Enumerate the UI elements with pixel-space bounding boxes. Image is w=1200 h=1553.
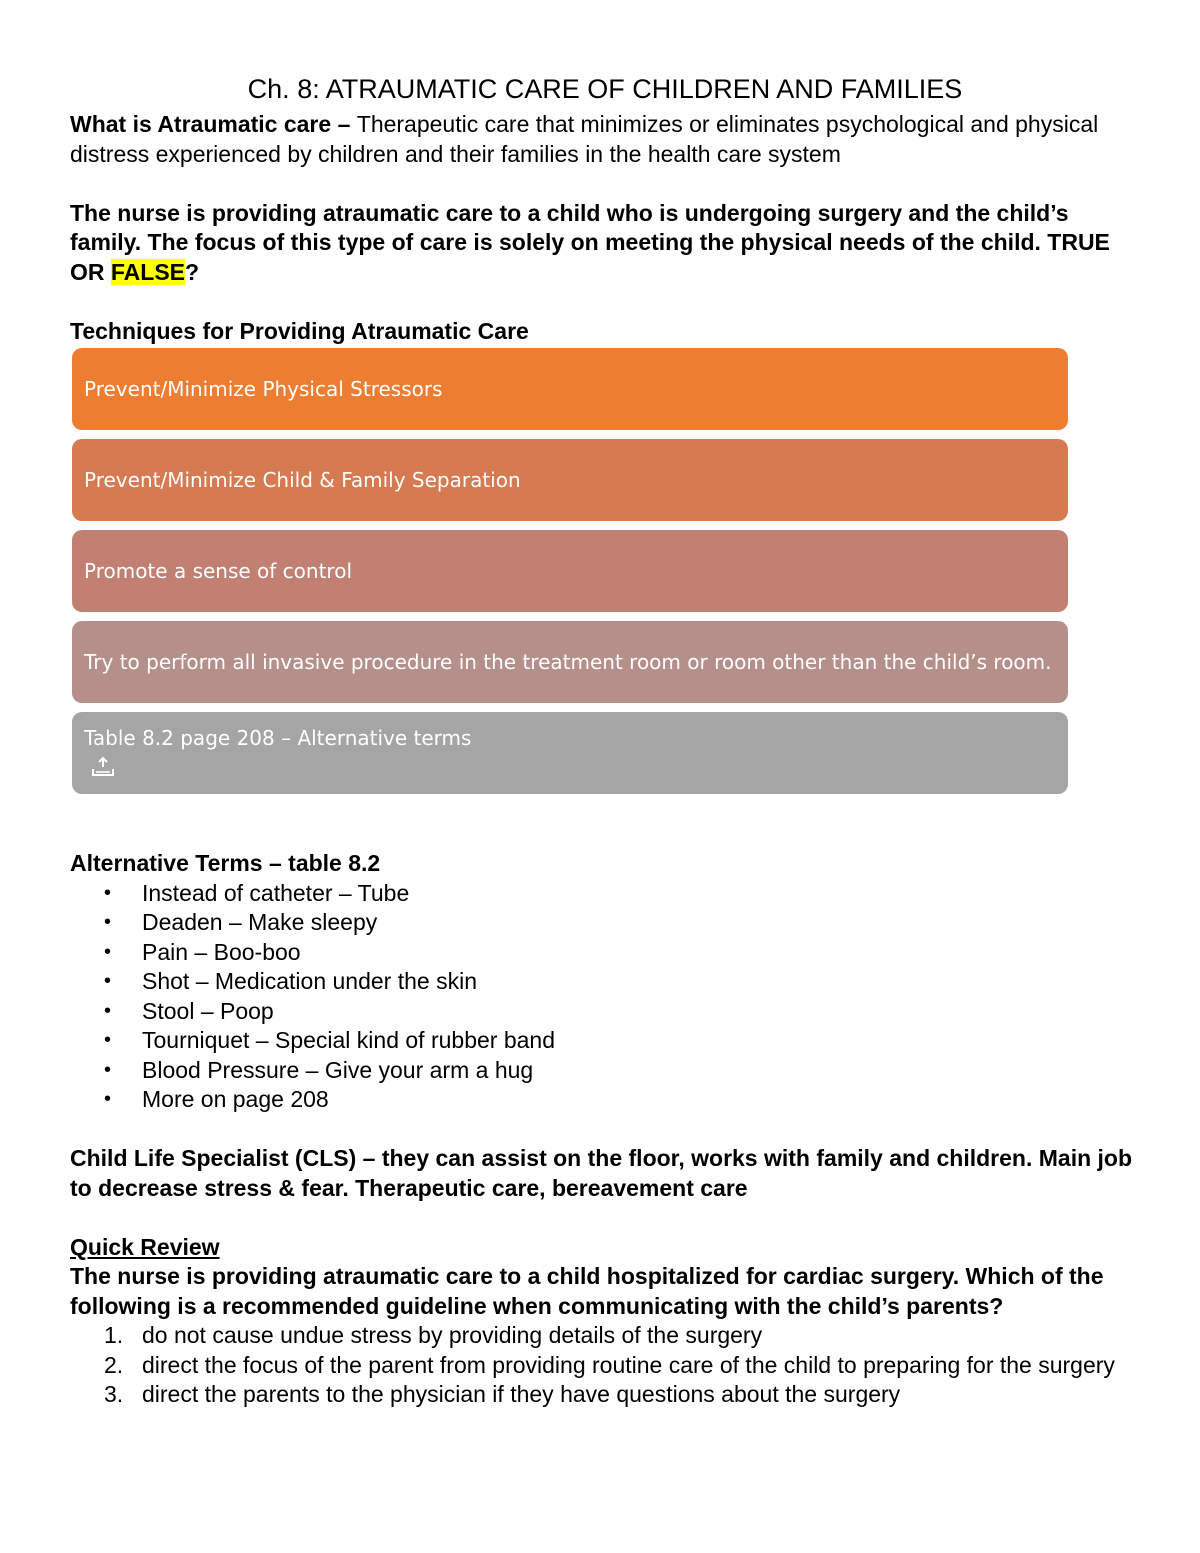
- page-title: Ch. 8: ATRAUMATIC CARE OF CHILDREN AND FAMILIES: [247, 74, 963, 104]
- list-item: • Blood Pressure – Give your arm a hug: [70, 1056, 1135, 1086]
- list-item: • Deaden – Make sleepy: [70, 908, 1135, 938]
- option-number: 3.: [104, 1381, 124, 1407]
- option-text: do not cause undue stress by providing details of the surgery: [142, 1322, 763, 1348]
- technique-label: Try to perform all invasive procedure in the treatment room or room other than the child’s room.: [84, 650, 1052, 674]
- option-text: direct the parents to the physician if they have questions about the surgery: [142, 1381, 901, 1407]
- document-page: [70, 72, 1135, 1410]
- technique-label: Prevent/Minimize Child & Family Separation: [84, 468, 521, 492]
- option-item: [70, 1380, 1135, 1410]
- list-item: • More on page 208: [70, 1085, 1135, 1115]
- spacer: [70, 169, 1135, 199]
- quick-review-options: [70, 1321, 1135, 1410]
- techniques-diagram: [72, 348, 1068, 794]
- list-item: • Instead of catheter – Tube: [70, 879, 1135, 909]
- list-item: • Shot – Medication under the skin: [70, 967, 1135, 997]
- alternative-terms-list: [70, 879, 1135, 1115]
- quick-review-question: The nurse is providing atraumatic care to a child hospitalized for cardiac surgery. Which of the following is a recommended guideline when communicating with the child’s parents?: [70, 1263, 1104, 1319]
- technique-box-4: [72, 621, 1068, 703]
- alternative-terms-heading: Alternative Terms – table 8.2: [70, 850, 381, 876]
- option-text: direct the focus of the parent from providing routine care of the child to preparing for the surgery: [142, 1351, 1115, 1378]
- definition-text: Therapeutic care that minimizes or eliminates psychological and physical distress experienced by children and their families in the health care system: [70, 111, 1099, 167]
- technique-box-2: [72, 439, 1068, 521]
- export-tray-icon[interactable]: [90, 756, 116, 778]
- definition-paragraph: [70, 110, 1135, 169]
- technique-label: [84, 723, 471, 783]
- question-true-false: [70, 199, 1135, 288]
- option-number: 1.: [104, 1322, 124, 1348]
- highlighted-answer: FALSE: [110, 258, 186, 285]
- option-item: [70, 1351, 1135, 1381]
- definition-term: What is Atraumatic care: [70, 111, 332, 137]
- technique-label-text: Table 8.2 page 208 – Alternative terms: [84, 726, 472, 750]
- techniques-heading: Techniques for Providing Atraumatic Care: [70, 317, 529, 344]
- spacer: [70, 1203, 1135, 1233]
- technique-label: Promote a sense of control: [84, 559, 353, 583]
- cls-paragraph: Child Life Specialist (CLS) – they can assist on the floor, works with family and children. Main job to decrease stress & fear. Therapeutic care, bereavement care: [70, 1145, 1133, 1201]
- definition-dash: –: [331, 111, 357, 137]
- question-end: ?: [185, 258, 200, 285]
- question-text: The nurse is providing atraumatic care to a child who is undergoing surgery and the child’s family. The focus of this type of care is solely on meeting the physical needs of the child. TRUE OR: [70, 199, 1110, 285]
- spacer: [70, 1115, 1135, 1145]
- quick-review-heading: Quick Review: [70, 1233, 220, 1260]
- option-number: 2.: [104, 1351, 124, 1378]
- list-item: • Pain – Boo-boo: [70, 938, 1135, 968]
- list-item: • Stool – Poop: [70, 997, 1135, 1027]
- technique-box-5: [72, 712, 1068, 794]
- technique-box-1: [72, 348, 1068, 430]
- spacer: [70, 287, 1135, 317]
- technique-box-3: [72, 530, 1068, 612]
- list-item: • Tourniquet – Special kind of rubber band: [70, 1026, 1135, 1056]
- option-item: [70, 1321, 1135, 1351]
- spacer: [70, 803, 1135, 849]
- technique-label: Prevent/Minimize Physical Stressors: [84, 377, 443, 401]
